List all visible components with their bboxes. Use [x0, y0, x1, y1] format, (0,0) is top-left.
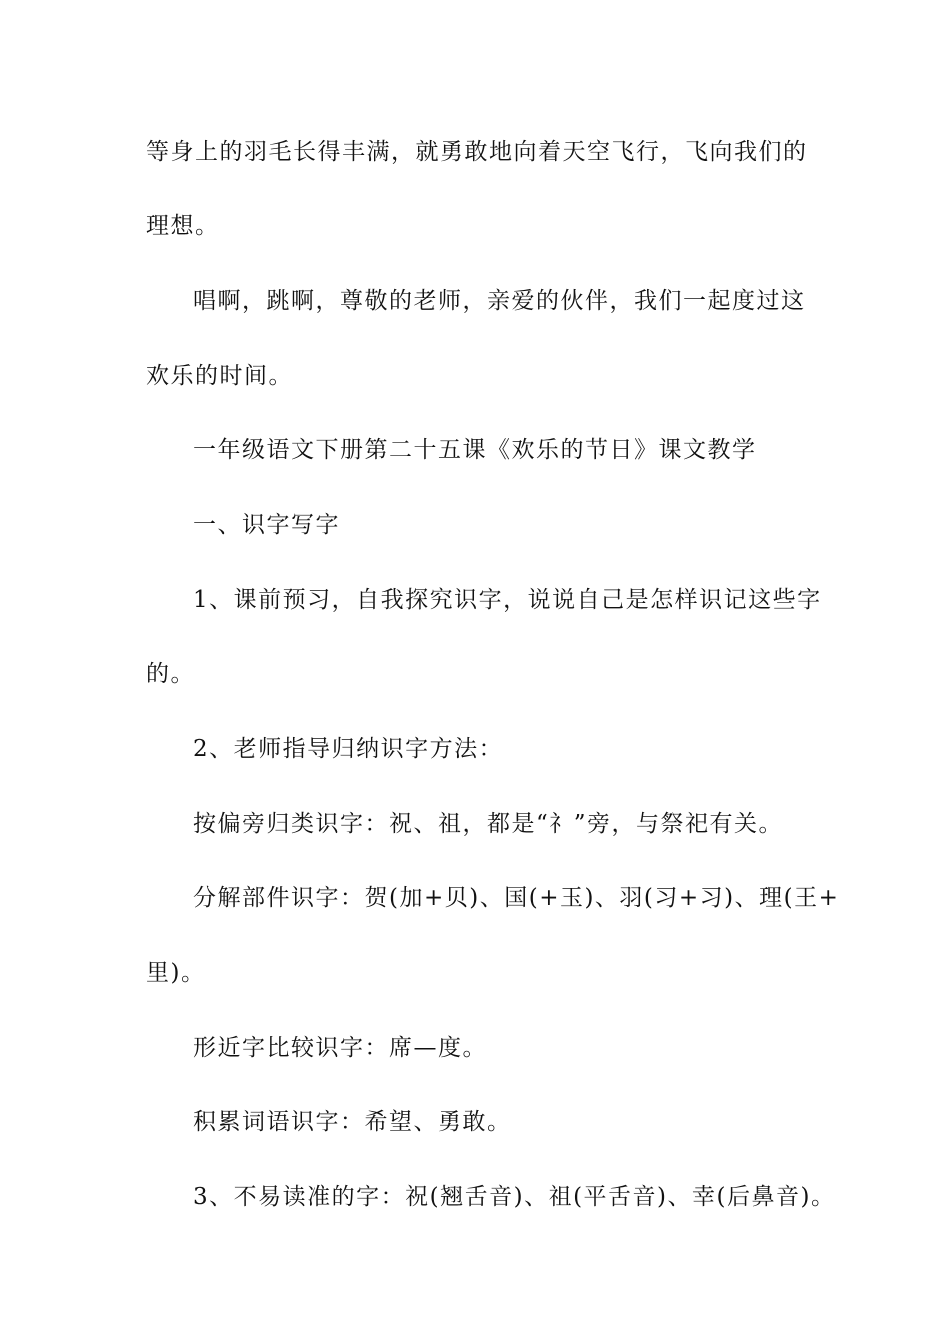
paragraph-line: 唱啊，跳啊，尊敬的老师，亲爱的伙伴，我们一起度过这 — [193, 288, 806, 314]
text-line: 理想。 — [146, 213, 220, 239]
text-line: 欢乐的时间。 — [146, 363, 293, 389]
paragraph-line: 分解部件识字：贺(加+贝)、国(+玉)、羽(习+习)、理(王+ — [193, 885, 840, 911]
paragraph-line: 按偏旁归类识字：祝、祖，都是“礻”旁，与祭祀有关。 — [193, 811, 784, 837]
paragraph-line: 1、课前预习，自我探究识字，说说自己是怎样识记这些字 — [193, 587, 822, 613]
section-title: 一年级语文下册第二十五课《欢乐的节日》课文教学 — [193, 437, 757, 463]
text-line: 里)。 — [146, 960, 206, 986]
section-heading: 一、识字写字 — [193, 512, 340, 538]
text-line: 的。 — [146, 661, 195, 687]
paragraph-line: 形近字比较识字：席—度。 — [193, 1035, 487, 1061]
text-line: 等身上的羽毛长得丰满，就勇敢地向着天空飞行，飞向我们的 — [146, 139, 808, 165]
paragraph-line: 2、老师指导归纳识字方法： — [193, 736, 504, 762]
paragraph-line: 3、不易读准的字：祝(翘舌音)、祖(平舌音)、幸(后鼻音)。 — [193, 1184, 836, 1210]
paragraph-line: 积累词语识字：希望、勇敢。 — [193, 1109, 512, 1135]
